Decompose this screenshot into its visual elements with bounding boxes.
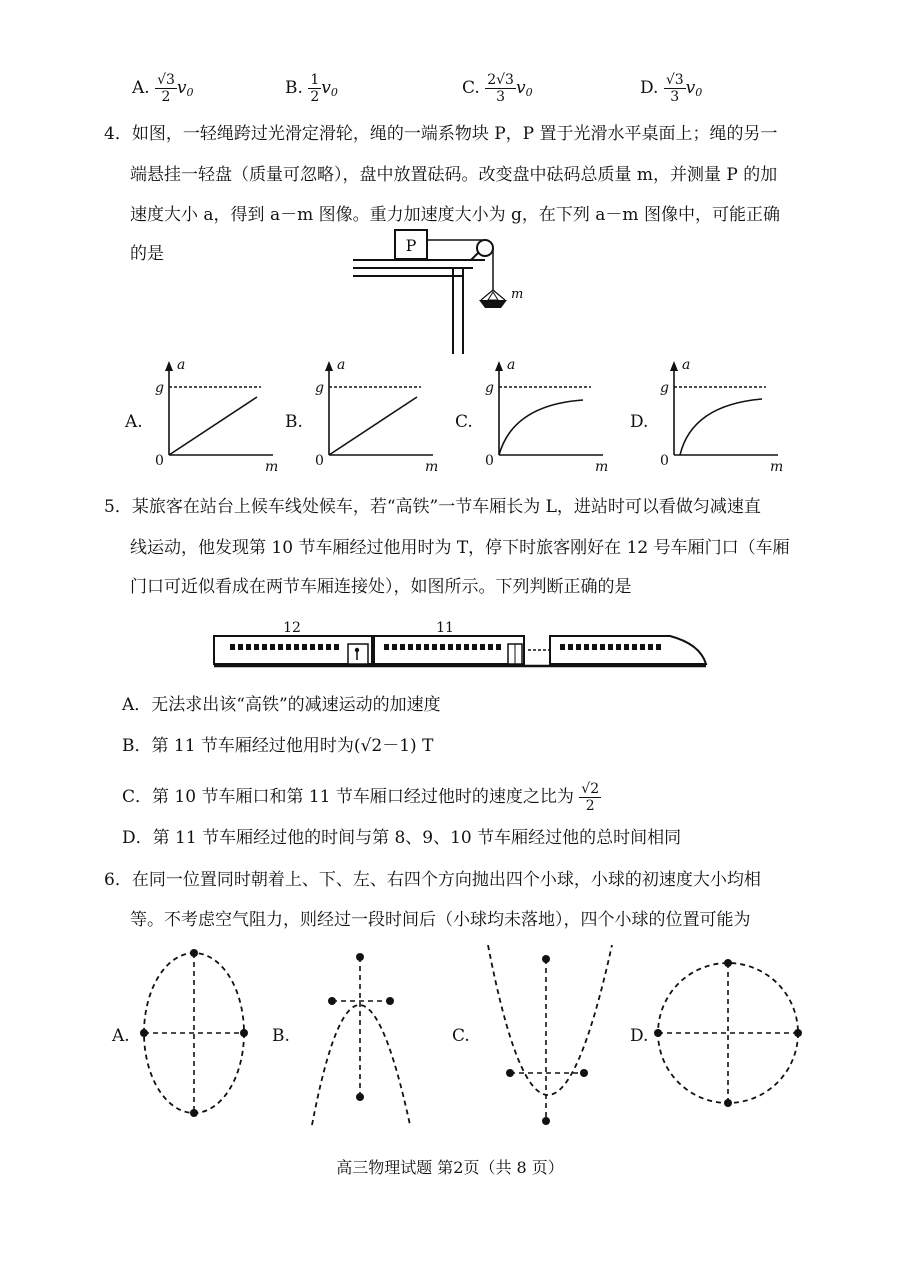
train-window — [600, 644, 605, 650]
train-window — [286, 644, 291, 650]
q6-line-1: 6．在同一位置同时朝着上、下、左、右四个方向抛出四个小球，小球的初速度大小均相 — [104, 870, 761, 890]
q4-graph-label-a: A. — [125, 412, 143, 432]
q6-a-ball-up — [190, 949, 198, 957]
train-window — [560, 644, 565, 650]
q5-option-c: C．第 10 节车厢口和第 11 节车厢口经过他时的速度之比为 $\frac{√2}{2}$ — [122, 781, 600, 814]
q6-c-ball-down — [542, 1117, 550, 1125]
y-axis-label: a — [177, 357, 186, 373]
q4-graph-label-b: B. — [285, 412, 303, 432]
q6-line-2: 等。不考虑空气阻力，则经过一段时间后（小球均未落地），四个小球的位置可能为 — [130, 910, 751, 930]
q3-option-d: D. $\frac{√3}{3}$ $v_0$ — [640, 72, 703, 105]
origin-label: 0 — [155, 453, 164, 469]
q6-label-a: A. — [112, 1026, 130, 1046]
train-window — [310, 644, 315, 650]
x-axis-label: m — [770, 459, 784, 475]
car-12-label: 12 — [283, 620, 301, 636]
q6-label-d: D. — [630, 1026, 649, 1046]
g-label: g — [485, 380, 494, 396]
train-window — [440, 644, 445, 650]
q4-line-3: 速度大小 a，得到 a－m 图像。重力加速度大小为 g，在下列 a－m 图像中，可能正确 — [130, 205, 780, 225]
train-window — [254, 644, 259, 650]
q4-graph-c — [483, 355, 623, 475]
train-window — [246, 644, 251, 650]
q6-b-parabola — [312, 1005, 410, 1125]
train-window — [592, 644, 597, 650]
y-axis-arrow — [670, 361, 678, 371]
y-axis-label: a — [337, 357, 346, 373]
train-window — [230, 644, 235, 650]
q4-graph-d — [658, 355, 798, 475]
q6-b-ball-up — [356, 953, 364, 961]
q5-line-1: 5．某旅客在站台上候车线处候车，若“高铁”一节车厢长为 L，进站时可以看做匀减速直 — [104, 497, 761, 517]
train-window — [656, 644, 661, 650]
q5-option-d: D．第 11 节车厢经过他的时间与第 8、9、10 节车厢经过他的总时间相同 — [122, 828, 682, 848]
train-window — [432, 644, 437, 650]
train-window — [632, 644, 637, 650]
q3-option-c: C. $\frac{2√3}{3}$ $v_0$ — [462, 72, 533, 105]
q3-option-a: A. $\frac{√3}{2}$ $v_0$ — [132, 72, 194, 105]
a-m-curve — [499, 400, 583, 455]
train-window — [384, 644, 389, 650]
q5-line-2: 线运动，他发现第 10 节车厢经过他用时为 T，停下时旅客刚好在 12 号车厢门口（车厢 — [130, 538, 790, 558]
train-window — [262, 644, 267, 650]
train-window — [270, 644, 275, 650]
q4-line-1: 4．如图，一轻绳跨过光滑定滑轮，绳的一端系物块 P，P 置于光滑水平桌面上；绳的另一 — [104, 124, 778, 144]
q6-b-ball-down — [356, 1093, 364, 1101]
train-window — [408, 644, 413, 650]
train-window — [326, 644, 331, 650]
q3-option-b: B. $\frac{1}{2}$ $v_0$ — [285, 72, 338, 105]
q6-a-ball-left — [140, 1029, 148, 1037]
q6-label-b: B. — [272, 1026, 290, 1046]
train-window — [416, 644, 421, 650]
q6-a-ball-down — [190, 1109, 198, 1117]
a-m-curve — [329, 397, 417, 455]
passenger — [355, 648, 359, 652]
train-window — [648, 644, 653, 650]
block-p-label: P — [405, 236, 417, 255]
q6-b-ball-right — [386, 997, 394, 1005]
door-12 — [348, 644, 368, 664]
q5-option-b: B．第 11 节车厢经过他用时为(√2－1) T — [122, 736, 434, 756]
q6-c-ball-right — [580, 1069, 588, 1077]
q5-option-c-fraction: $\frac{√2}{2}$ — [581, 781, 600, 814]
train-window — [640, 644, 645, 650]
origin-label: 0 — [660, 453, 669, 469]
train-window — [568, 644, 573, 650]
train-window — [278, 644, 283, 650]
pan — [479, 300, 507, 308]
q4-line-4: 的是 — [130, 244, 164, 264]
car-11-label: 11 — [436, 620, 454, 636]
train-window — [238, 644, 243, 650]
q5-train-figure — [210, 614, 710, 674]
q6-figures — [100, 945, 820, 1130]
y-axis-arrow — [325, 361, 333, 371]
train-window — [488, 644, 493, 650]
q6-c-ball-left — [506, 1069, 514, 1077]
train-window — [624, 644, 629, 650]
q6-d-ball-up — [724, 959, 732, 967]
y-axis-label: a — [682, 357, 691, 373]
a-m-curve — [680, 399, 762, 455]
a-m-curve — [169, 397, 257, 455]
train-window — [456, 644, 461, 650]
q6-d-ball-left — [654, 1029, 662, 1037]
q5-option-a: A．无法求出该“高铁”的减速运动的加速度 — [122, 695, 441, 715]
g-label: g — [155, 380, 164, 396]
train-window — [392, 644, 397, 650]
train-window — [294, 644, 299, 650]
train-window — [424, 644, 429, 650]
g-label: g — [315, 380, 324, 396]
y-axis-arrow — [495, 361, 503, 371]
q4-graph-label-d: D. — [630, 412, 649, 432]
q4-line-2: 端悬挂一轻盘（质量可忽略），盘中放置砝码。改变盘中砝码总质量 m，并测量 P 的加 — [130, 165, 778, 185]
train-window — [334, 644, 339, 650]
train-window — [576, 644, 581, 650]
q6-c-ball-up — [542, 955, 550, 963]
origin-label: 0 — [315, 453, 324, 469]
train-window — [448, 644, 453, 650]
train-window — [496, 644, 501, 650]
y-axis-arrow — [165, 361, 173, 371]
q4-graph-label-c: C. — [455, 412, 473, 432]
x-axis-label: m — [595, 459, 609, 475]
q4-pulley-figure — [345, 222, 525, 357]
train-window — [480, 644, 485, 650]
train-window — [302, 644, 307, 650]
q6-b-ball-left — [328, 997, 336, 1005]
x-axis-label: m — [265, 459, 279, 475]
q4-graph-b — [313, 355, 453, 475]
x-axis-label: m — [425, 459, 439, 475]
q6-d-ball-right — [794, 1029, 802, 1037]
y-axis-label: a — [507, 357, 516, 373]
q5-line-3: 门口可近似看成在两节车厢连接处），如图所示。下列判断正确的是 — [130, 577, 632, 597]
train-window — [616, 644, 621, 650]
train-window — [608, 644, 613, 650]
page-footer: 高三物理试题 第2页（共 8 页） — [336, 1158, 564, 1177]
pulley — [477, 240, 493, 256]
train-window — [318, 644, 323, 650]
train-window — [472, 644, 477, 650]
q6-a-ball-right — [240, 1029, 248, 1037]
origin-label: 0 — [485, 453, 494, 469]
train-window — [584, 644, 589, 650]
q4-graph-a — [153, 355, 293, 475]
train-window — [400, 644, 405, 650]
q6-label-c: C. — [452, 1026, 470, 1046]
mass-label: m — [511, 287, 524, 302]
train-window — [464, 644, 469, 650]
g-label: g — [660, 380, 669, 396]
q6-d-ball-down — [724, 1099, 732, 1107]
